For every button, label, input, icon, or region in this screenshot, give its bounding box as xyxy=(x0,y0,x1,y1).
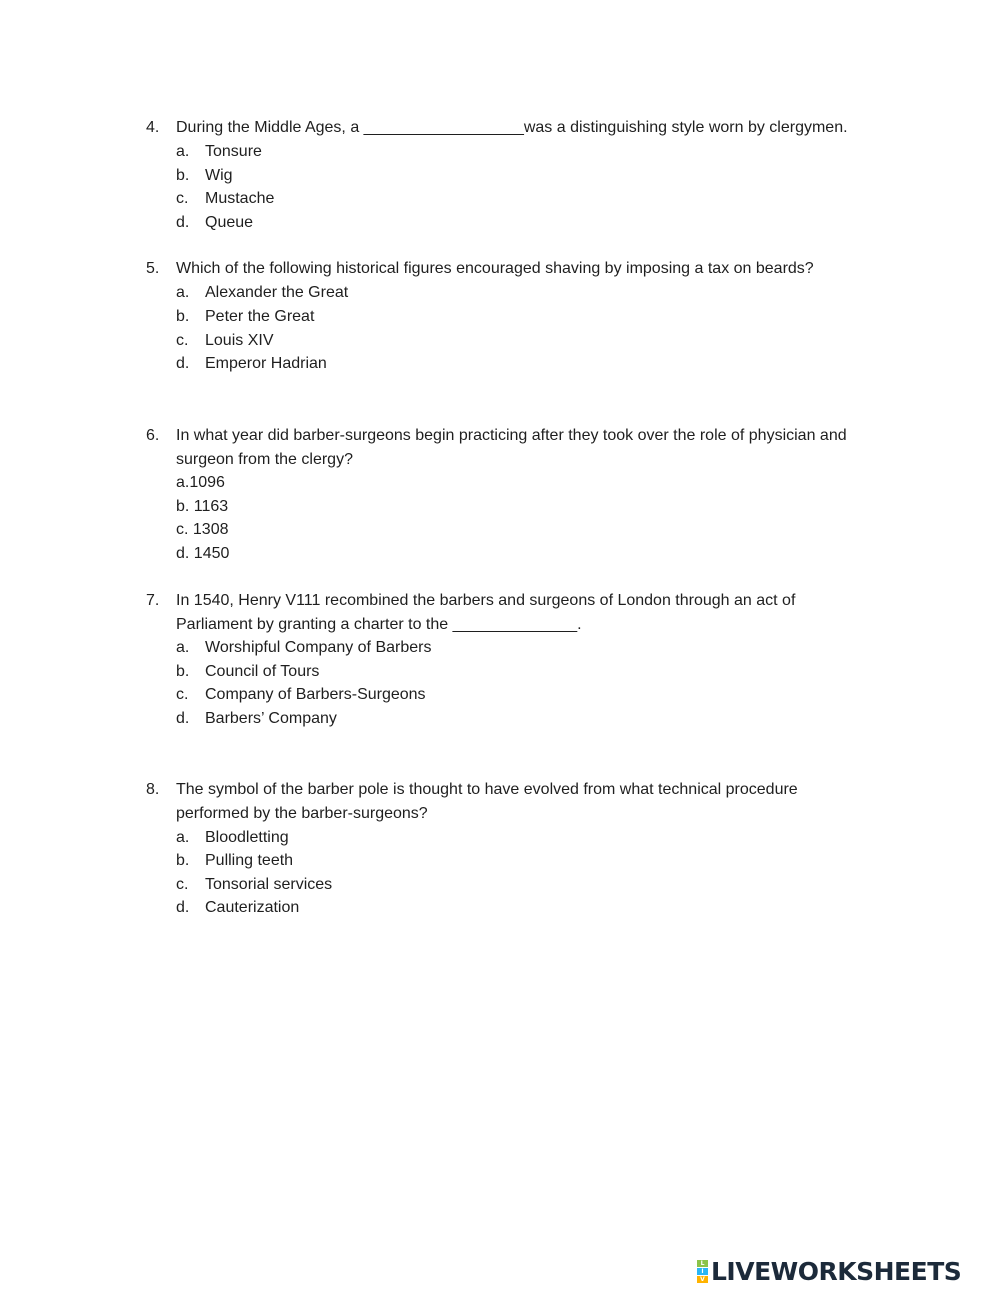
question-line: performed by the barber-surgeons? xyxy=(176,804,428,822)
option-letter: d. xyxy=(176,899,190,916)
option-a[interactable] xyxy=(176,636,431,660)
question-line: The symbol of the barber pole is thought to have evolved from what technical procedure xyxy=(176,781,798,798)
option-text: Peter the Great xyxy=(205,308,315,325)
option-letter: b. xyxy=(176,662,190,680)
option-c[interactable] xyxy=(176,329,273,353)
question-line: In 1540, Henry V111 recombined the barbers and surgeons of London through an act of xyxy=(176,592,796,609)
logo-block: V xyxy=(697,1276,708,1283)
logo-block: I xyxy=(697,1268,708,1275)
option-text: Mustache xyxy=(205,190,275,207)
option-d[interactable] xyxy=(176,352,327,376)
option-a[interactable]: a.1096 xyxy=(176,474,225,491)
option-a[interactable] xyxy=(176,140,262,164)
option-d[interactable]: d. 1450 xyxy=(176,544,230,562)
option-c[interactable] xyxy=(176,873,332,897)
option-text: Pulling teeth xyxy=(205,852,294,869)
option-text: Barbers’ Company xyxy=(205,710,337,727)
question-number: 8. xyxy=(146,781,160,798)
option-letter: b. xyxy=(176,308,190,325)
option-b[interactable] xyxy=(176,305,314,329)
option-letter: a. xyxy=(176,284,190,301)
option-b[interactable] xyxy=(176,660,319,684)
option-letter: a. xyxy=(176,639,190,656)
option-text: Worshipful Company of Barbers xyxy=(205,639,432,656)
question-line: During the Middle Ages, a __________________was a distinguishing style worn by clergymen. xyxy=(176,119,848,136)
option-text: Tonsorial services xyxy=(205,875,333,893)
option-letter: d. xyxy=(176,213,190,231)
option-letter: b. xyxy=(176,166,190,184)
question-text xyxy=(176,116,886,140)
option-b[interactable] xyxy=(176,164,233,188)
option-text: Emperor Hadrian xyxy=(205,355,327,372)
question-text xyxy=(176,424,886,471)
option-text: Wig xyxy=(205,166,233,184)
liveworksheets-logo xyxy=(697,1256,961,1286)
question-line: Which of the following historical figures encouraged shaving by imposing a tax on beards? xyxy=(176,260,814,277)
option-letter: c. xyxy=(176,875,189,893)
option-a[interactable] xyxy=(176,281,348,305)
option-text: Queue xyxy=(205,213,254,231)
option-text: Company of Barbers-Surgeons xyxy=(205,686,426,703)
option-c[interactable]: c. 1308 xyxy=(176,521,229,538)
option-letter: d. xyxy=(176,355,190,372)
question-number: 7. xyxy=(146,592,160,609)
option-text: Cauterization xyxy=(205,899,300,916)
question-line: In what year did barber-surgeons begin practicing after they took over the role of physician and xyxy=(176,427,847,444)
option-letter: c. xyxy=(176,331,189,349)
option-letter: d. xyxy=(176,710,190,727)
option-c[interactable] xyxy=(176,683,426,707)
question-text xyxy=(176,257,886,281)
option-text: Council of Tours xyxy=(205,662,320,680)
question-number: 5. xyxy=(146,260,160,277)
option-letter: c. xyxy=(176,686,189,703)
option-letter: a. xyxy=(176,828,190,846)
option-text: Louis XIV xyxy=(205,331,274,349)
option-c[interactable] xyxy=(176,187,274,211)
option-letter: c. xyxy=(176,190,189,207)
question-text xyxy=(176,589,886,636)
question-number: 6. xyxy=(146,427,160,444)
option-d[interactable] xyxy=(176,707,337,731)
question-number: 4. xyxy=(146,119,160,136)
question-line: Parliament by granting a charter to the ______________. xyxy=(176,615,582,633)
option-b[interactable]: b. 1163 xyxy=(176,497,229,515)
option-text: Alexander the Great xyxy=(205,284,349,301)
question-text xyxy=(176,778,886,825)
option-letter: a. xyxy=(176,143,190,160)
logo-text: LIVEWORKSHEETS xyxy=(711,1256,962,1286)
option-letter: b. xyxy=(176,852,190,869)
option-a[interactable] xyxy=(176,826,289,850)
option-text: Bloodletting xyxy=(205,828,289,846)
option-text: Tonsure xyxy=(205,143,262,160)
logo-block: L xyxy=(697,1260,708,1267)
question-line: surgeon from the clergy? xyxy=(176,450,353,468)
logo-blocks-icon xyxy=(697,1260,708,1283)
option-d[interactable] xyxy=(176,211,253,235)
option-b[interactable] xyxy=(176,849,293,873)
option-d[interactable] xyxy=(176,896,299,920)
